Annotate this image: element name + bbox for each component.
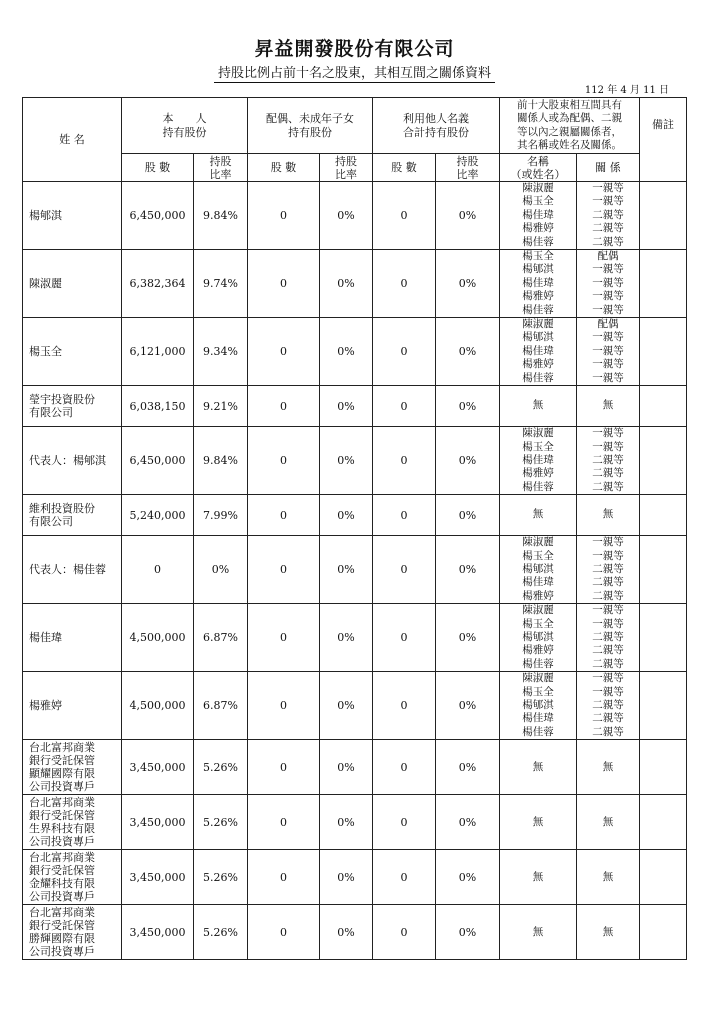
ratio-cell: 5.26% bbox=[194, 850, 248, 905]
nominee-ratio-cell: 0% bbox=[436, 905, 500, 960]
ratio-cell: 0% bbox=[194, 536, 248, 604]
relation: 一親等 bbox=[592, 303, 624, 316]
header-sp-shares: 股 數 bbox=[248, 154, 320, 182]
relation: 二親等 bbox=[592, 562, 624, 575]
ratio-cell: 7.99% bbox=[194, 495, 248, 536]
header-self bbox=[122, 98, 248, 154]
shareholder-name bbox=[23, 495, 122, 536]
relation: 二親等 bbox=[592, 712, 624, 725]
remark-cell bbox=[640, 182, 687, 250]
shareholder-name bbox=[23, 427, 122, 495]
report-date: 112 年 4 月 11 日 bbox=[584, 85, 669, 96]
relations-cell bbox=[577, 905, 640, 960]
nominee-ratio-cell: 0% bbox=[436, 495, 500, 536]
related-name: 楊佳瑋 bbox=[522, 453, 554, 466]
ratio-cell: 6.87% bbox=[194, 604, 248, 672]
nominee-ratio-cell: 0% bbox=[436, 604, 500, 672]
related-names-cell bbox=[500, 318, 577, 386]
relation: 二親等 bbox=[592, 480, 624, 493]
table-row bbox=[23, 850, 687, 905]
relation: 一親等 bbox=[592, 358, 624, 371]
relation: 一親等 bbox=[592, 685, 624, 698]
name-line: 銀行受託保管 bbox=[29, 754, 95, 768]
related-name: 陳淑麗 bbox=[522, 427, 554, 440]
related-names-cell bbox=[500, 495, 577, 536]
relation: 二親等 bbox=[592, 222, 624, 235]
related-name: 楊玉全 bbox=[522, 195, 554, 208]
relation: 一親等 bbox=[592, 549, 624, 562]
header-sp-ratio-line2: 比率 bbox=[335, 167, 357, 181]
relation: 一親等 bbox=[592, 604, 624, 617]
ratio-cell: 9.84% bbox=[194, 182, 248, 250]
header-sp-ratio-line1: 持股 bbox=[335, 154, 357, 168]
name-line: 台北富邦商業 bbox=[29, 796, 95, 810]
shares-cell: 4,500,000 bbox=[122, 604, 194, 672]
name-line: 銀行受託保管 bbox=[29, 864, 95, 878]
related-name: 楊佳瑋 bbox=[522, 344, 554, 357]
nominee-ratio-cell: 0% bbox=[436, 250, 500, 318]
relations-cell bbox=[577, 850, 640, 905]
related-name: 無 bbox=[532, 760, 544, 773]
name-line: 生界科技有限 bbox=[29, 822, 95, 836]
spouse-ratio-cell: 0% bbox=[320, 427, 373, 495]
related-name: 楊佳蓉 bbox=[522, 235, 554, 248]
related-name: 楊雅婷 bbox=[522, 358, 554, 371]
header-ratio-line2: 比率 bbox=[209, 167, 232, 181]
table-body bbox=[23, 182, 687, 960]
spouse-ratio-cell: 0% bbox=[320, 604, 373, 672]
relations-cell bbox=[577, 386, 640, 427]
nominee-shares-cell: 0 bbox=[373, 795, 436, 850]
shares-cell: 3,450,000 bbox=[122, 905, 194, 960]
spouse-ratio-cell: 0% bbox=[320, 672, 373, 740]
remark-cell bbox=[640, 850, 687, 905]
name-line: 勝輝國際有限 bbox=[29, 932, 95, 946]
related-names-cell bbox=[500, 850, 577, 905]
spouse-shares-cell: 0 bbox=[248, 850, 320, 905]
spouse-ratio-cell: 0% bbox=[320, 740, 373, 795]
table-row bbox=[23, 318, 687, 386]
header-ratio bbox=[194, 154, 248, 182]
shares-cell: 6,450,000 bbox=[122, 182, 194, 250]
relations-cell bbox=[577, 672, 640, 740]
related-name: 陳淑麗 bbox=[522, 318, 554, 331]
related-name: 楊雅婷 bbox=[522, 644, 554, 657]
relation: 二親等 bbox=[592, 467, 624, 480]
header-row-1 bbox=[23, 98, 687, 154]
name-line: 楊郇淇 bbox=[29, 209, 62, 223]
shares-cell: 3,450,000 bbox=[122, 850, 194, 905]
name-line: 公司投資專戶 bbox=[29, 890, 95, 904]
related-name: 陳淑麗 bbox=[522, 182, 554, 194]
shareholder-name bbox=[23, 536, 122, 604]
relation: 一親等 bbox=[592, 263, 624, 276]
header-spouse-line1: 配偶、未成年子女 bbox=[266, 111, 354, 125]
name-line: 公司投資專戶 bbox=[29, 835, 95, 849]
relations-cell bbox=[577, 740, 640, 795]
relation: 一親等 bbox=[592, 195, 624, 208]
remark-cell bbox=[640, 905, 687, 960]
related-name: 陳淑麗 bbox=[522, 672, 554, 685]
nominee-ratio-cell: 0% bbox=[436, 386, 500, 427]
shareholder-name bbox=[23, 740, 122, 795]
related-name: 楊佳瑋 bbox=[522, 208, 554, 221]
nominee-shares-cell: 0 bbox=[373, 386, 436, 427]
header-nominee-line2: 合計持有股份 bbox=[403, 125, 469, 139]
header-rel-line4: 其名稱或姓名及關係。 bbox=[517, 138, 622, 151]
shareholder-name bbox=[23, 250, 122, 318]
shares-cell: 6,121,000 bbox=[122, 318, 194, 386]
header-sp-ratio bbox=[320, 154, 373, 182]
relations-cell bbox=[577, 250, 640, 318]
name-line: 代表人：楊佳蓉 bbox=[29, 563, 106, 577]
relation: 一親等 bbox=[592, 536, 624, 549]
shareholder-name bbox=[23, 795, 122, 850]
name-line: 銀行受託保管 bbox=[29, 919, 95, 933]
nominee-shares-cell: 0 bbox=[373, 740, 436, 795]
relation: 一親等 bbox=[592, 617, 624, 630]
spouse-shares-cell: 0 bbox=[248, 318, 320, 386]
related-names-cell bbox=[500, 250, 577, 318]
relations-cell bbox=[577, 536, 640, 604]
header-self-line1: 本 人 bbox=[162, 111, 207, 125]
spouse-shares-cell: 0 bbox=[248, 536, 320, 604]
related-names-cell bbox=[500, 427, 577, 495]
nominee-ratio-cell: 0% bbox=[436, 427, 500, 495]
spouse-shares-cell: 0 bbox=[248, 604, 320, 672]
header-row-2 bbox=[23, 154, 687, 182]
spouse-shares-cell: 0 bbox=[248, 740, 320, 795]
ratio-cell: 9.74% bbox=[194, 250, 248, 318]
related-name: 楊郇淇 bbox=[522, 331, 554, 344]
related-name: 陳淑麗 bbox=[522, 536, 554, 549]
header-rel-line2: 關係人或為配偶、二親 bbox=[517, 112, 622, 125]
remark-cell bbox=[640, 604, 687, 672]
header-name: 姓 名 bbox=[23, 98, 122, 182]
related-name: 楊雅婷 bbox=[522, 290, 554, 303]
ratio-cell: 9.21% bbox=[194, 386, 248, 427]
relation: 二親等 bbox=[592, 657, 624, 670]
header-self-line2: 持有股份 bbox=[162, 125, 207, 139]
remark-cell bbox=[640, 386, 687, 427]
header-spouse-line2: 持有股份 bbox=[288, 125, 332, 139]
header-remark: 備註 bbox=[640, 98, 687, 182]
related-name: 無 bbox=[532, 870, 544, 883]
table-row bbox=[23, 182, 687, 250]
relation: 一親等 bbox=[592, 427, 624, 440]
nominee-ratio-cell: 0% bbox=[436, 318, 500, 386]
spouse-ratio-cell: 0% bbox=[320, 495, 373, 536]
name-line: 維利投資股份 bbox=[29, 502, 95, 516]
remark-cell bbox=[640, 536, 687, 604]
nominee-shares-cell: 0 bbox=[373, 182, 436, 250]
spouse-ratio-cell: 0% bbox=[320, 318, 373, 386]
nominee-shares-cell: 0 bbox=[373, 850, 436, 905]
relation: 一親等 bbox=[592, 344, 624, 357]
related-names-cell bbox=[500, 604, 577, 672]
related-name: 楊玉全 bbox=[522, 440, 554, 453]
relation: 一親等 bbox=[592, 290, 624, 303]
relation: 無 bbox=[602, 508, 614, 521]
remark-cell bbox=[640, 495, 687, 536]
header-rel-relation: 關 係 bbox=[577, 154, 640, 182]
related-name: 楊佳蓉 bbox=[522, 657, 554, 670]
shareholder-name bbox=[23, 182, 122, 250]
spouse-shares-cell: 0 bbox=[248, 795, 320, 850]
header-rel-name-line1: 名稱 bbox=[527, 154, 549, 168]
relation: 無 bbox=[602, 399, 614, 412]
relation: 無 bbox=[602, 760, 614, 773]
header-ratio-line1: 持股 bbox=[209, 154, 232, 168]
related-name: 無 bbox=[532, 815, 544, 828]
table-row bbox=[23, 250, 687, 318]
remark-cell bbox=[640, 795, 687, 850]
relation: 一親等 bbox=[592, 182, 624, 194]
relation: 一親等 bbox=[592, 672, 624, 685]
spouse-ratio-cell: 0% bbox=[320, 795, 373, 850]
spouse-shares-cell: 0 bbox=[248, 386, 320, 427]
name-line: 顯耀國際有限 bbox=[29, 767, 95, 781]
table-row bbox=[23, 672, 687, 740]
nominee-shares-cell: 0 bbox=[373, 495, 436, 536]
nominee-shares-cell: 0 bbox=[373, 427, 436, 495]
relation: 一親等 bbox=[592, 371, 624, 384]
relations-cell bbox=[577, 495, 640, 536]
related-name: 楊佳蓉 bbox=[522, 725, 554, 738]
ratio-cell: 6.87% bbox=[194, 672, 248, 740]
relation: 二親等 bbox=[592, 208, 624, 221]
related-name: 陳淑麗 bbox=[522, 604, 554, 617]
spouse-shares-cell: 0 bbox=[248, 905, 320, 960]
name-line: 楊雅婷 bbox=[29, 699, 62, 713]
nominee-ratio-cell: 0% bbox=[436, 672, 500, 740]
nominee-shares-cell: 0 bbox=[373, 250, 436, 318]
related-name: 楊雅婷 bbox=[522, 222, 554, 235]
name-line: 台北富邦商業 bbox=[29, 741, 95, 755]
header-nominee-line1: 利用他人名義 bbox=[403, 111, 469, 125]
relation: 無 bbox=[602, 870, 614, 883]
relation: 一親等 bbox=[592, 331, 624, 344]
company-title: 昇益開發股份有限公司 bbox=[254, 38, 455, 60]
relations-cell bbox=[577, 318, 640, 386]
spouse-shares-cell: 0 bbox=[248, 427, 320, 495]
header-shares: 股 數 bbox=[122, 154, 194, 182]
header-nm-shares: 股 數 bbox=[373, 154, 436, 182]
remark-cell bbox=[640, 250, 687, 318]
header-nm-ratio-line1: 持股 bbox=[456, 154, 479, 168]
relation: 二親等 bbox=[592, 725, 624, 738]
related-name: 楊郇淇 bbox=[522, 699, 554, 711]
ratio-cell: 9.84% bbox=[194, 427, 248, 495]
nominee-shares-cell: 0 bbox=[373, 672, 436, 740]
related-name: 楊郇淇 bbox=[522, 263, 554, 276]
related-names-cell bbox=[500, 672, 577, 740]
nominee-shares-cell: 0 bbox=[373, 604, 436, 672]
subtitle-text: 持股比例占前十名之股東，其相互間之關係資料 bbox=[214, 66, 495, 83]
shareholder-name bbox=[23, 604, 122, 672]
table-row bbox=[23, 604, 687, 672]
header-rel-line1: 前十大股東相互間具有 bbox=[517, 98, 622, 111]
name-line: 台北富邦商業 bbox=[29, 906, 95, 920]
related-name: 楊玉全 bbox=[522, 250, 554, 263]
name-line: 瑩宇投資股份 bbox=[29, 393, 95, 407]
relation: 二親等 bbox=[592, 453, 624, 466]
table-row bbox=[23, 495, 687, 536]
remark-cell bbox=[640, 427, 687, 495]
relation: 二親等 bbox=[592, 576, 624, 589]
ratio-cell: 5.26% bbox=[194, 795, 248, 850]
spouse-ratio-cell: 0% bbox=[320, 182, 373, 250]
relation: 無 bbox=[602, 925, 614, 938]
name-line: 代表人：楊郇淇 bbox=[29, 454, 106, 468]
header-rel-name-line2: （或姓名） bbox=[510, 167, 566, 181]
relation: 一親等 bbox=[592, 276, 624, 289]
relations-cell bbox=[577, 427, 640, 495]
related-names-cell bbox=[500, 182, 577, 250]
relation: 二親等 bbox=[592, 644, 624, 657]
table-row bbox=[23, 740, 687, 795]
relations-cell bbox=[577, 795, 640, 850]
related-name: 無 bbox=[532, 399, 544, 412]
spouse-shares-cell: 0 bbox=[248, 495, 320, 536]
nominee-ratio-cell: 0% bbox=[436, 795, 500, 850]
related-names-cell bbox=[500, 740, 577, 795]
remark-cell bbox=[640, 672, 687, 740]
spouse-shares-cell: 0 bbox=[248, 672, 320, 740]
document-subtitle bbox=[0, 62, 709, 81]
relation: 配偶 bbox=[597, 250, 619, 263]
ratio-cell: 9.34% bbox=[194, 318, 248, 386]
related-name: 無 bbox=[532, 508, 544, 521]
name-line: 有限公司 bbox=[29, 515, 73, 529]
header-rel-name bbox=[500, 154, 577, 182]
shareholder-name bbox=[23, 905, 122, 960]
nominee-shares-cell: 0 bbox=[373, 536, 436, 604]
name-line: 公司投資專戶 bbox=[29, 780, 95, 794]
header-nm-ratio bbox=[436, 154, 500, 182]
related-name: 楊玉全 bbox=[522, 685, 554, 698]
name-line: 楊佳瑋 bbox=[29, 631, 62, 645]
shares-cell: 3,450,000 bbox=[122, 740, 194, 795]
table-row bbox=[23, 795, 687, 850]
header-nm-ratio-line2: 比率 bbox=[456, 167, 479, 181]
related-name: 楊玉全 bbox=[522, 617, 554, 630]
relation: 二親等 bbox=[592, 235, 624, 248]
nominee-ratio-cell: 0% bbox=[436, 850, 500, 905]
shareholder-name bbox=[23, 318, 122, 386]
nominee-ratio-cell: 0% bbox=[436, 182, 500, 250]
related-name: 楊佳蓉 bbox=[522, 371, 554, 384]
spouse-shares-cell: 0 bbox=[248, 250, 320, 318]
relation: 配偶 bbox=[597, 318, 619, 331]
header-spouse bbox=[248, 98, 373, 154]
nominee-ratio-cell: 0% bbox=[436, 740, 500, 795]
related-name: 楊佳瑋 bbox=[522, 712, 554, 725]
relation: 一親等 bbox=[592, 440, 624, 453]
related-name: 楊佳蓉 bbox=[522, 480, 554, 493]
table-row bbox=[23, 386, 687, 427]
shares-cell: 6,382,364 bbox=[122, 250, 194, 318]
table-row bbox=[23, 905, 687, 960]
name-line: 台北富邦商業 bbox=[29, 851, 95, 865]
spouse-ratio-cell: 0% bbox=[320, 386, 373, 427]
spouse-ratio-cell: 0% bbox=[320, 250, 373, 318]
related-names-cell bbox=[500, 905, 577, 960]
header-relations bbox=[500, 98, 640, 154]
remark-cell bbox=[640, 740, 687, 795]
related-name: 楊雅婷 bbox=[522, 467, 554, 480]
related-names-cell bbox=[500, 795, 577, 850]
shareholder-name bbox=[23, 850, 122, 905]
related-name: 楊佳蓉 bbox=[522, 303, 554, 316]
related-names-cell bbox=[500, 386, 577, 427]
relations-cell bbox=[577, 604, 640, 672]
shares-cell: 5,240,000 bbox=[122, 495, 194, 536]
header-rel-line3: 等以內之親屬關係者， bbox=[517, 125, 622, 138]
related-names-cell bbox=[500, 536, 577, 604]
related-name: 楊玉全 bbox=[522, 549, 554, 562]
nominee-shares-cell: 0 bbox=[373, 905, 436, 960]
shares-cell: 4,500,000 bbox=[122, 672, 194, 740]
ratio-cell: 5.26% bbox=[194, 740, 248, 795]
name-line: 銀行受託保管 bbox=[29, 809, 95, 823]
related-name: 楊雅婷 bbox=[522, 589, 554, 602]
shares-cell: 6,038,150 bbox=[122, 386, 194, 427]
name-line: 有限公司 bbox=[29, 406, 73, 420]
related-name: 楊郇淇 bbox=[522, 630, 554, 643]
relation: 無 bbox=[602, 815, 614, 828]
shareholder-name bbox=[23, 672, 122, 740]
spouse-ratio-cell: 0% bbox=[320, 536, 373, 604]
related-name: 楊郇淇 bbox=[522, 562, 554, 575]
nominee-ratio-cell: 0% bbox=[436, 536, 500, 604]
related-name: 楊佳瑋 bbox=[522, 276, 554, 289]
related-name: 無 bbox=[532, 925, 544, 938]
nominee-shares-cell: 0 bbox=[373, 318, 436, 386]
name-line: 公司投資專戶 bbox=[29, 945, 95, 959]
shares-cell: 3,450,000 bbox=[122, 795, 194, 850]
relation: 二親等 bbox=[592, 630, 624, 643]
relations-cell bbox=[577, 182, 640, 250]
table-row bbox=[23, 536, 687, 604]
related-name: 楊佳瑋 bbox=[522, 576, 554, 589]
name-line: 金耀科技有限 bbox=[29, 877, 95, 891]
name-line: 陳淑麗 bbox=[29, 277, 62, 291]
relation: 二親等 bbox=[592, 699, 624, 711]
spouse-shares-cell: 0 bbox=[248, 182, 320, 250]
header-nominee bbox=[373, 98, 500, 154]
spouse-ratio-cell: 0% bbox=[320, 905, 373, 960]
shares-cell: 0 bbox=[122, 536, 194, 604]
relation: 二親等 bbox=[592, 589, 624, 602]
remark-cell bbox=[640, 318, 687, 386]
shares-cell: 6,450,000 bbox=[122, 427, 194, 495]
shareholder-table bbox=[22, 97, 687, 960]
table-row bbox=[23, 427, 687, 495]
ratio-cell: 5.26% bbox=[194, 905, 248, 960]
shareholder-name bbox=[23, 386, 122, 427]
name-line: 楊玉全 bbox=[29, 345, 62, 359]
spouse-ratio-cell: 0% bbox=[320, 850, 373, 905]
